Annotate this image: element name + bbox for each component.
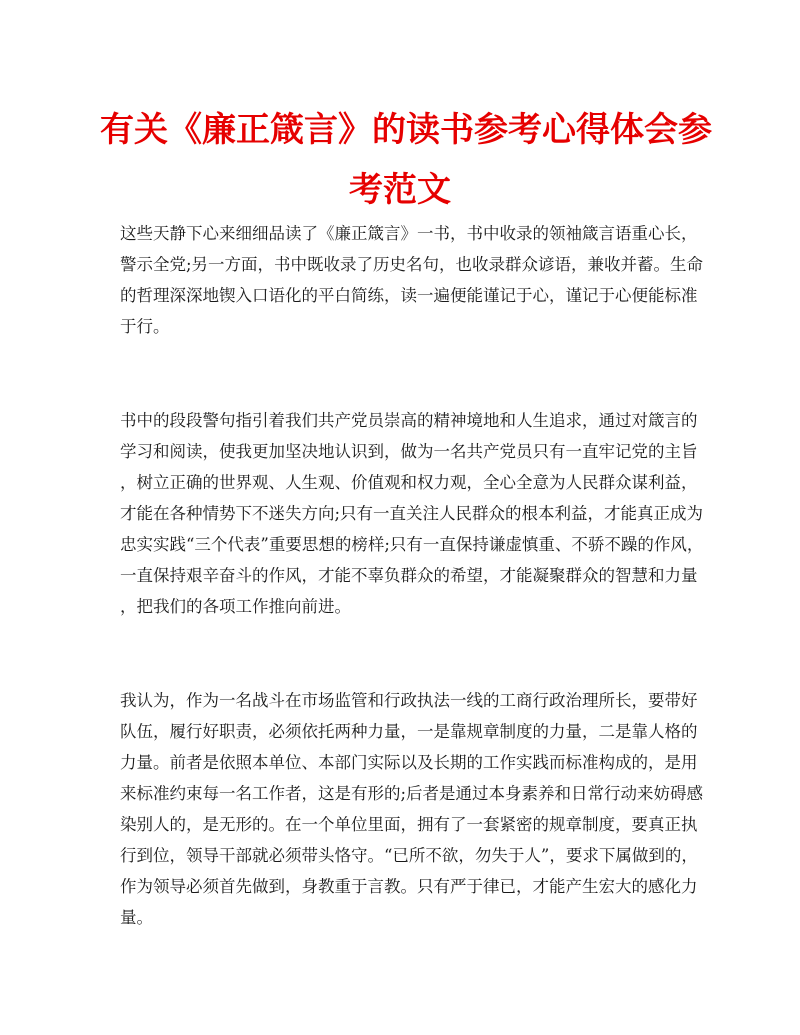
paragraph-line: 来标准约束每一名工作者，这是有形的;后者是通过本身素养和日常行动来妨碍感 — [120, 784, 704, 803]
paragraph-line: 队伍，履行好职责，必须依托两种力量，一是靠规章制度的力量，二是靠人格的 — [120, 722, 698, 741]
paragraph-line: 作为领导必须首先做到，身教重于言教。只有严于律已，才能产生宏大的感化力 — [120, 877, 698, 896]
paragraph-line: 力量。前者是依照本单位、本部门实际以及长期的工作实践而标准构成的，是用 — [120, 753, 698, 772]
paragraph-line: 于行。 — [120, 317, 170, 336]
paragraph-line: 忠实实践“三个代表”重要思想的榜样;只有一直保持谦虚慎重、不骄不躁的作风， — [120, 535, 704, 554]
document-title-line-2: 考范文 — [349, 170, 451, 210]
paragraph-line: 的哲理深深地锲入口语化的平白简练，读一遍便能谨记于心，谨记于心便能标准 — [120, 286, 698, 305]
paragraph-line: 这些天静下心来细细品读了《廉正箴言》一书，书中收录的领袖箴言语重心长， — [120, 224, 698, 243]
paragraph-line: 染别人的，是无形的。在一个单位里面，拥有了一套紧密的规章制度，要真正执 — [120, 815, 698, 834]
paragraph-3 — [120, 685, 704, 933]
paragraph-line: 量。 — [120, 908, 153, 927]
paragraph-line: 书中的段段警句指引着我们共产党员崇高的精神境地和人生追求，通过对箴言的 — [120, 411, 698, 430]
paragraph-line: 我认为，作为一名战斗在市场监管和行政执法一线的工商行政治理所长，要带好 — [120, 691, 698, 710]
document-title-line-1: 有关《廉正箴言》的读书参考心得体会参 — [100, 110, 712, 150]
paragraph-line: ，树立正确的世界观、人生观、价值观和权力观，全心全意为人民群众谋利益， — [120, 473, 698, 492]
paragraph-line: 一直保持艰辛奋斗的作风，才能不辜负群众的希望，才能凝聚群众的智慧和力量 — [120, 566, 698, 585]
paragraph-line: 警示全党;另一方面，书中既收录了历史名句，也收录群众谚语，兼收并蓄。生命 — [120, 255, 704, 274]
paragraph-line: 才能在各种情势下不迷失方向;只有一直关注人民群众的根本利益，才能真正成为 — [120, 504, 704, 523]
paragraph-line: 学习和阅读，使我更加坚决地认识到，做为一名共产党员只有一直牢记党的主旨 — [120, 442, 698, 461]
paragraph-1 — [120, 218, 704, 342]
paragraph-line: ，把我们的各项工作推向前进。 — [120, 597, 351, 616]
paragraph-2 — [120, 405, 704, 622]
paragraph-line: 行到位，领导干部就必须带头恪守。“已所不欲，勿失于人”，要求下属做到的， — [120, 846, 698, 865]
